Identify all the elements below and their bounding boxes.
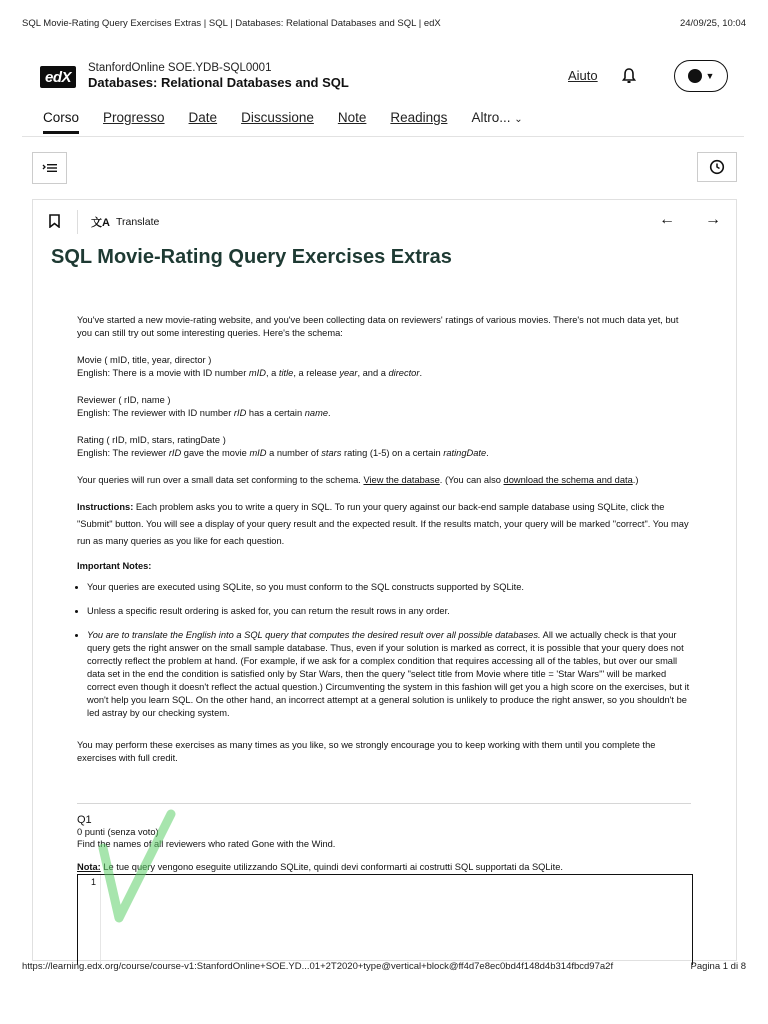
line-number: 1 — [90, 877, 96, 887]
chevron-down-icon: ⌄ — [514, 114, 523, 125]
next-arrow-icon[interactable]: → — [705, 211, 721, 228]
important-notes-heading: Important Notes: — [77, 561, 152, 571]
help-link[interactable]: Aiuto — [568, 68, 598, 83]
question-note: Nota: Le tue query vengono eseguite utilizzando SQLite, quindi devi conformarti ai costrutti SQL supportati da SQLite. — [77, 862, 563, 872]
tabs-divider — [22, 136, 744, 137]
list-item: • Unless a specific result ordering is asked for, you can return the result rows in any order. — [87, 605, 695, 618]
course-info — [88, 62, 349, 90]
question-prompt: Find the names of all reviewers who rated Gone with the Wind. — [77, 839, 336, 849]
tab-discussione[interactable]: Discussione — [241, 110, 314, 125]
print-header-datetime: 24/09/25, 10:04 — [679, 18, 746, 29]
view-database-link[interactable]: View the database — [363, 475, 440, 485]
translate-label: Translate — [115, 216, 160, 228]
clock-icon — [709, 159, 725, 175]
tab-altro[interactable] — [471, 110, 522, 134]
tab-progresso[interactable]: Progresso — [103, 110, 165, 125]
tab-corso[interactable]: Corso — [43, 110, 79, 134]
tab-readings[interactable]: Readings — [390, 110, 448, 125]
bell-icon[interactable] — [622, 68, 636, 84]
previous-arrow-icon[interactable]: ← — [659, 211, 675, 228]
course-tabs — [43, 110, 523, 134]
course-org: StanfordOnline SOE.YDB-SQL0001 — [88, 62, 272, 74]
question-title: Q1 — [77, 814, 92, 826]
list-item: • You are to translate the English into a SQL query that computes the desired result over all possible databases. All we actually check is that your query gets the right answer on the small sample database. Thus, even if your solution is marked as correct, it is possible that your query does not correctly reflect the problem at hand. (For example, if we ask for a complex condition that requires accessing all of the tables, but over our small data set in the end the condition is satisfied only by Star Wars, then the query "select title from Movie where title = 'Star Wars'" will be marked correct even though it doesn't reflect the actual question.) Circumventing the system in this fashion will get you a high score on the exercises, but it won't help you learn SQL. On the other hand, an incorrect attempt at a general solution is unlikely to produce the right answer, so you shouldn't be led astray by our checking system. — [87, 629, 695, 720]
toolbar-divider — [77, 210, 78, 234]
watermark-mark — [93, 808, 183, 928]
print-footer-url: https://learning.edx.org/course/course-v1:StanfordOnline+SOE.YD...01+2T2020+type@vertical+block@ff4d7e8ec0bd4f148d4b314fbcd97a2f — [22, 961, 614, 972]
logo-text: edX — [44, 68, 71, 86]
print-header — [22, 18, 746, 29]
translate-icon: 文A — [91, 217, 110, 229]
movie-schema: Movie ( mID, title, year, director ) — [77, 355, 212, 365]
print-header-title: SQL Movie-Rating Query Exercises Extras | SQL | Databases: Relational Databases and SQL | edX — [22, 18, 441, 29]
download-schema-link[interactable]: download the schema and data — [503, 475, 633, 485]
rating-schema: Rating ( rID, mID, stars, ratingDate ) — [77, 435, 226, 445]
intro-text: You've started a new movie-rating website, and you've been collecting data on reviewers' ratings of various movies. There's not much data yet, but you can still try out some interesting queries. Here's the schema: — [77, 315, 679, 338]
question-points: 0 punti (senza voto) — [77, 827, 159, 837]
reviewer-english: English: The reviewer with ID number rID has a certain name. — [77, 408, 331, 418]
list-item: • Your queries are executed using SQLite, so you must conform to the SQL constructs supported by SQLite. — [87, 581, 695, 594]
page-title: SQL Movie-Rating Query Exercises Extras — [51, 246, 452, 268]
tab-note[interactable]: Note — [337, 110, 367, 125]
sidebar-toggle-button[interactable] — [32, 152, 67, 184]
dates-button[interactable] — [697, 152, 737, 182]
question-divider — [77, 803, 691, 804]
edx-logo[interactable] — [40, 66, 76, 88]
instructions: Instructions: Each problem asks you to write a query in SQL. To run your query against our back-end sample database using SQLite, click the "Submit" button. You will see a display of your query result and the expected result. If the results match, your query will be marked "correct". You may run as many queries as you like for each question. — [77, 502, 689, 546]
closing-text: You may perform these exercises as many times as you like, so we strongly encourage you to keep working with them until you complete the exercises with full credit. — [77, 740, 656, 763]
avatar-icon — [688, 69, 702, 83]
outline-icon — [42, 162, 58, 174]
problem-description — [77, 314, 695, 765]
unit-toolbar — [33, 210, 736, 234]
course-header — [40, 58, 740, 98]
chevron-down-icon: ▼ — [705, 71, 715, 81]
translate-button[interactable] — [91, 214, 159, 230]
tab-date[interactable]: Date — [188, 110, 218, 125]
data-note: Your queries will run over a small data set conforming to the schema. View the database. (You can also download the schema and data.) — [77, 475, 639, 485]
notes-list — [77, 581, 695, 720]
rating-english: English: The reviewer rID gave the movie mID a number of stars rating (1-5) on a certain ratingDate. — [77, 448, 489, 458]
course-title: Databases: Relational Databases and SQL — [88, 75, 349, 90]
unit-card — [32, 199, 737, 961]
reviewer-schema: Reviewer ( rID, name ) — [77, 395, 171, 405]
tab-altro-label: Altro... — [471, 110, 511, 125]
bookmark-icon[interactable] — [49, 214, 60, 228]
print-footer-page: Pagina 1 di 8 — [690, 961, 746, 972]
print-footer — [22, 961, 746, 972]
user-menu-button[interactable] — [674, 60, 728, 92]
movie-english: English: There is a movie with ID number mID, a title, a release year, and a director. — [77, 368, 423, 378]
